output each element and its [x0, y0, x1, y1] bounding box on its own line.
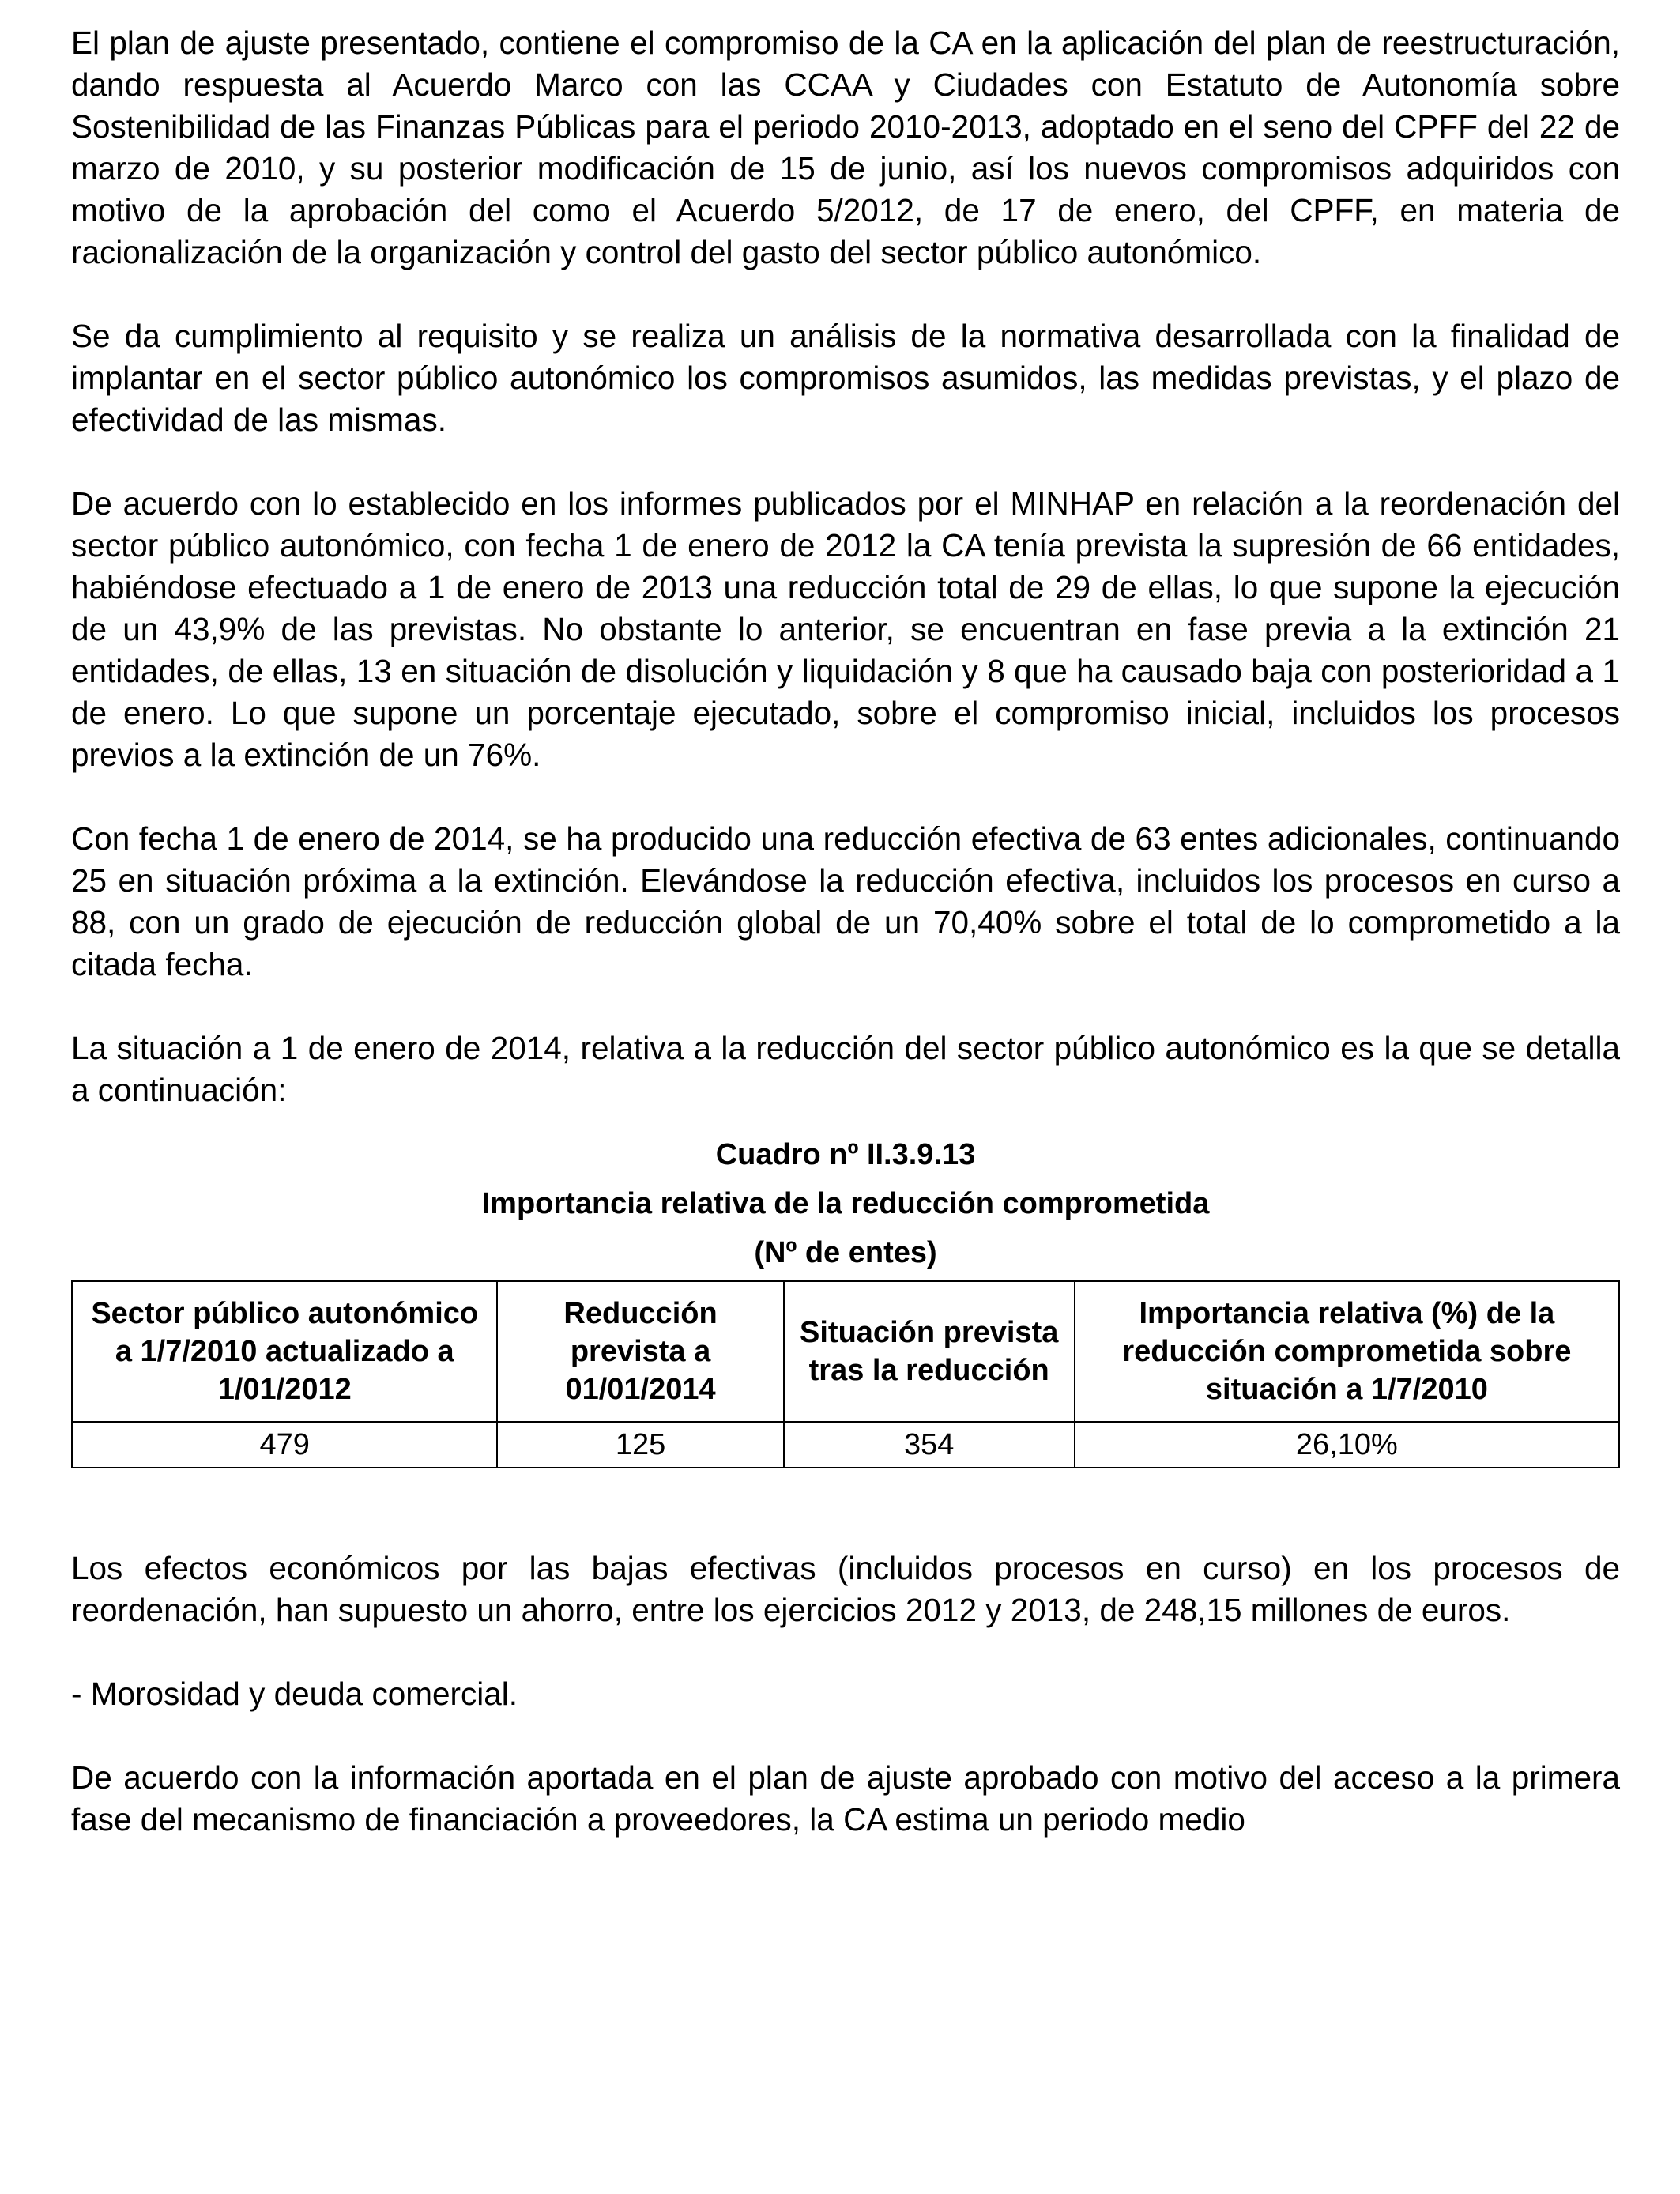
paragraph-reduccion-2014: Con fecha 1 de enero de 2014, se ha producido una reducción efectiva de 63 entes adicionales, continuando 25 en situación próxima a la extinción. Elevándose la reducción efectiva, incluidos los procesos en curso a 88, con un grado de ejecución de reducción global de un 70,40% sobre el total de lo comprometido a la citada fecha. [71, 820, 1620, 982]
table-header-row [72, 1281, 1619, 1422]
cell-situacion: 354 [784, 1422, 1075, 1468]
table-caption [71, 1130, 1620, 1277]
paragraph-situacion-intro: La situación a 1 de enero de 2014, relativa a la reducción del sector público autonómico es la que se detalla a continuación: [71, 1030, 1620, 1108]
table-row [72, 1422, 1619, 1468]
paragraph-efectos-economicos: Los efectos económicos por las bajas efectivas (incluidos procesos en curso) en los procesos de reordenación, han supuesto un ahorro, entre los ejercicios 2012 y 2013, de 248,15 millones de euros. [71, 1550, 1620, 1628]
document-page [71, 22, 1620, 1841]
cell-reduccion: 125 [497, 1422, 783, 1468]
column-header-sector: Sector público autonómico a 1/7/2010 actualizado a 1/01/2012 [72, 1281, 497, 1422]
column-header-reduccion: Reducción prevista a 01/01/2014 [497, 1281, 783, 1422]
cell-sector: 479 [72, 1422, 497, 1468]
section-heading-morosidad: - Morosidad y deuda comercial. [71, 1676, 518, 1712]
cell-importancia: 26,10% [1075, 1422, 1619, 1468]
table-unit: (Nº de entes) [754, 1236, 937, 1269]
paragraph-reordenacion: De acuerdo con lo establecido en los informes publicados por el MINHAP en relación a la reordenación del sector público autonómico, con fecha 1 de enero de 2012 la CA tenía prevista la supresión de 66 entidades, habiéndose efectuado a 1 de enero de 2013 una reducción total de 29 de ellas, lo que supone la ejecución de un 43,9% de las previstas. No obstante lo anterior, se encuentran en fase previa a la extinción 21 entidades, de ellas, 13 en situación de disolución y liquidación y 8 que ha causado baja con posterioridad a 1 de enero. Lo que supone un porcentaje ejecutado, sobre el compromiso inicial, incluidos los procesos previos a la extinción de un 76%. [71, 485, 1620, 773]
column-header-importancia: Importancia relativa (%) de la reducción comprometida sobre situación a 1/7/2010 [1075, 1281, 1619, 1422]
table-title: Importancia relativa de la reducción comprometida [481, 1187, 1210, 1220]
paragraph-plan-ajuste: El plan de ajuste presentado, contiene el compromiso de la CA en la aplicación del plan de reestructuración, dando respuesta al Acuerdo Marco con las CCAA y Ciudades con Estatuto de Autonomía sobre Sostenibilidad de las Finanzas Públicas para el periodo 2010-2013, adoptado en el seno del CPFF del 22 de marzo de 2010, y su posterior modificación de 15 de junio, así los nuevos compromisos adquiridos con motivo de la aprobación del como el Acuerdo 5/2012, de 17 de enero, del CPFF, en materia de racionalización de la organización y control del gasto del sector público autonómico. [71, 25, 1620, 270]
reduction-table [71, 1280, 1620, 1468]
column-header-situacion: Situación prevista tras la reducción [784, 1281, 1075, 1422]
paragraph-plan-proveedores: De acuerdo con la información aportada en el plan de ajuste aprobado con motivo del acceso a la primera fase del mecanismo de financiación a proveedores, la CA estima un periodo medio [71, 1759, 1620, 1838]
table-number: Cuadro nº II.3.9.13 [715, 1138, 976, 1171]
paragraph-cumplimiento: Se da cumplimiento al requisito y se realiza un análisis de la normativa desarrollada con la finalidad de implantar en el sector público autonómico los compromisos asumidos, las medidas previstas, y el plazo de efectividad de las mismas. [71, 318, 1620, 438]
